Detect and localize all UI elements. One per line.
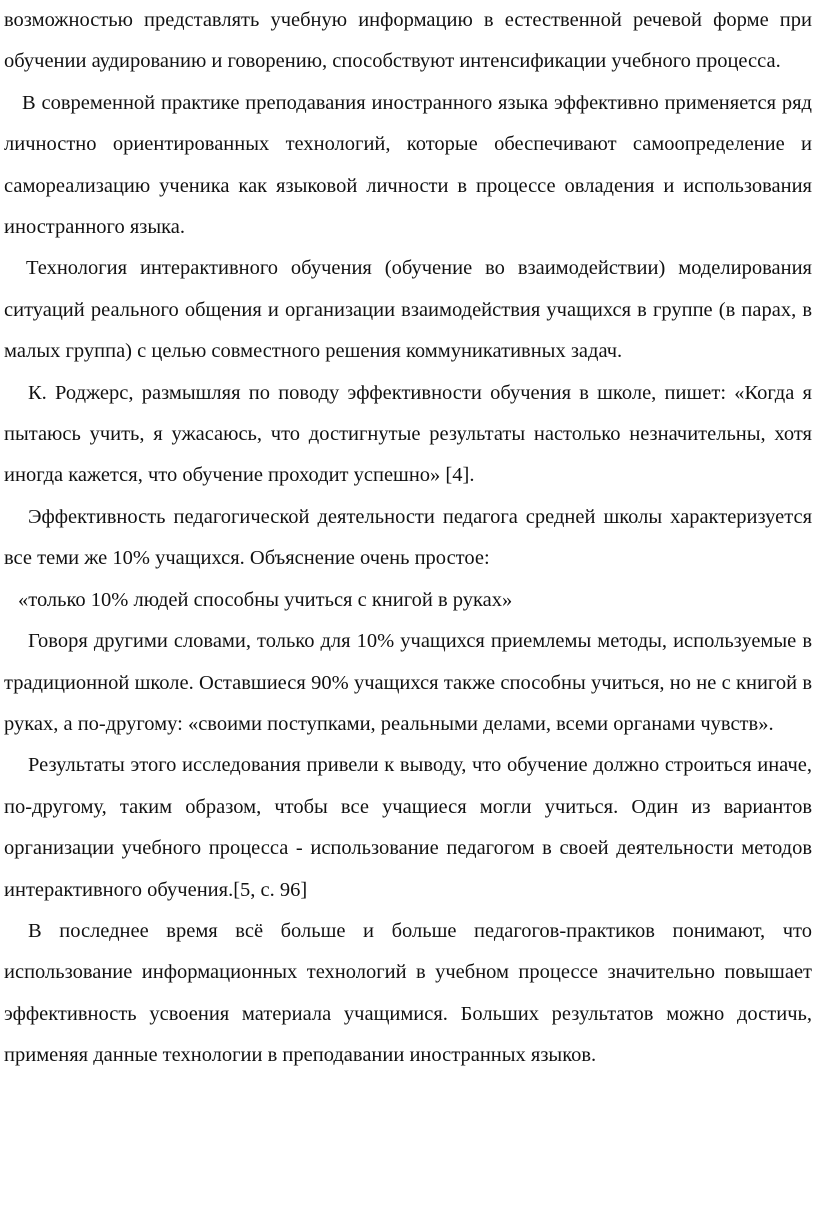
paragraph-2: В современной практике преподавания иностранного языка эффективно применяется ряд личностно ориентированных технологий, которые обеспечивают самоопределение и самореализацию ученика как языковой личности в процессе овладения и использования иностранного языка. bbox=[4, 91, 812, 239]
paragraph-3: Технология интерактивного обучения (обучение во взаимодействии) моделирования ситуаций реального общения и организации взаимодействия учащихся в группе (в парах, в малых группа) с целью совместного решения коммуникативных задач. bbox=[4, 257, 812, 363]
paragraph-8: В последнее время всё больше и больше педагогов-практиков понимают, что использование информационных технологий в учебном процессе значительно повышает эффективность усвоения материала учащимися. Больших результатов можно достичь, применяя данные технологии в преподавании иностранных языков. bbox=[4, 919, 812, 1067]
paragraph-5: Эффективность педагогической деятельности педагога средней школы характеризуется все теми же 10% учащихся. Объяснение очень простое: bbox=[4, 505, 812, 570]
document-page bbox=[4, 0, 812, 1077]
paragraph-6: Говоря другими словами, только для 10% учащихся приемлемы методы, используемые в традиционной школе. Оставшиеся 90% учащихся также способны учиться, но не с книгой в руках, а по-другому: «своими поступками, реальными делами, всеми органами чувств». bbox=[4, 630, 812, 735]
paragraph-7: Результаты этого исследования привели к выводу, что обучение должно строиться иначе, по-другому, таким образом, чтобы все учащиеся могли учиться. Один из вариантов организации учебного процесса - использование педагогом в своей деятельности методов интерактивного обучения.[5, с. 96] bbox=[4, 754, 812, 901]
paragraph-4: К. Роджерс, размышляя по поводу эффективности обучения в школе, пишет: «Когда я пытаюсь учить, я ужасаюсь, что достигнутые результаты настолько незначительны, хотя иногда кажется, что обучение проходит успешно» [4]. bbox=[4, 381, 812, 487]
quote-line: «только 10% людей способны учиться с книгой в руках» bbox=[18, 588, 513, 611]
paragraph-1: возможностью представлять учебную информацию в естественной речевой форме при обучении аудированию и говорению, способствуют интенсификации учебного процесса. bbox=[4, 9, 812, 73]
